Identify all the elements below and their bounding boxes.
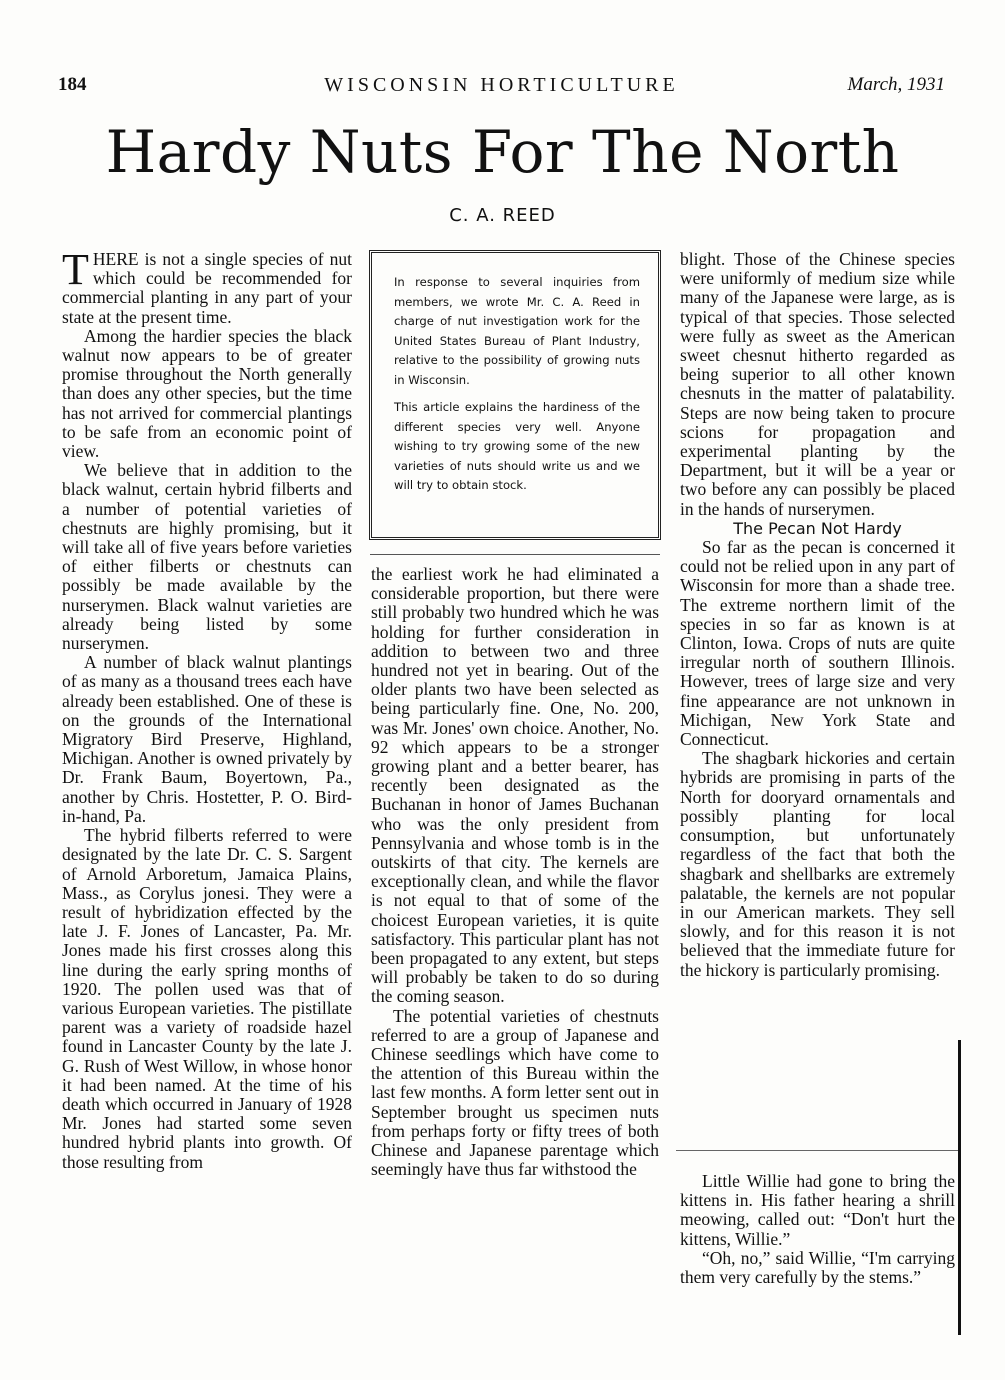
paragraph-4: A number of black walnut plantings of as many as a thousand trees each have already been established. One of these is on the grounds of the International Migratory Bird Preserve, Highland, Michigan. Another is owned privately by Dr. Frank Baum, Boyertown, Pa., another by Chris. Hostetter, P. O. Bird-in-hand, Pa. bbox=[62, 652, 352, 826]
paragraph-2: Among the hardier species the black walnut now appears to be of greater promise throughout the North generally than does any other species, but the time has not arrived for commercial plantings to be safe from an economic point of view. bbox=[62, 325, 352, 462]
anecdote-paragraph-1: Little Willie had gone to bring the kittens in. His father hearing a shrill meowing, called out: “Don't hurt the kittens, Willie.” bbox=[680, 1171, 955, 1249]
column-2 bbox=[371, 565, 659, 1180]
editor-note-paragraph-2: This article explains the hardiness of the different species very well. Anyone wishing to try growing some of the new varieties of nuts should write us and we will try to obtain stock. bbox=[394, 400, 640, 492]
anecdote-paragraph-2: “Oh, no,” said Willie, “I'm carrying them very carefully by the stems.” bbox=[680, 1247, 955, 1288]
paragraph-6: the earliest work he had eliminated a considerable proportion, but there were still probably two hundred which he was holding for further consideration in addition to between two and three hundred not yet in bearing. Out of the older plants two have been selected as being particularly fine. One, No. 200, was Mr. Jones' own choice. Another, No. 92 which appears to be a stronger growing plant and a better bearer, has recently been designated as the Buchanan in honor of James Buchanan who was the only president from Pennsylvania and whose tomb is in the outskirts of that city. The kernels are exceptionally clean, and while the flavor is not equal to that of some of the choicest European varieties, it is quite satisfactory. This particular plant has not been propagated to any extent, but steps will probably be taken to do so during the coming season. bbox=[371, 564, 659, 1007]
running-header bbox=[58, 74, 945, 104]
drop-cap: T bbox=[62, 245, 89, 294]
paragraph-7: The potential varieties of chestnuts referred to are a group of Japanese and Chinese seedlings which have come to the attention of this Bureau within the last few months. A form letter sent out in September brought us specimen nuts from perhaps forty or fifty trees of both Chinese and Japanese parentage which seemingly have thus far withstood the bbox=[371, 1005, 659, 1180]
paragraph-1 bbox=[62, 245, 352, 327]
paragraph-10: The shagbark hickories and certain hybrids are promising in parts of the North for dooryard ornamentals and possibly planting for local consumption, but unfortunately regardless of the fact that both the shagbark and shellbarks are extremely palatable, the kernels are not popular in our American markets. They sell slowly, and for this reason it is not believed that the immediate future for the hickory is particularly promising. bbox=[680, 748, 955, 980]
section-heading-pecan: The Pecan Not Hardy bbox=[733, 518, 902, 538]
paragraph-9: So far as the pecan is concerned it could not be relied upon in any part of Wisconsin for more than a shade tree. The extreme northern limit of the species in so far as known is at Clinton, Iowa. Crops of nuts are quite irregular north of southern Illinois. However, trees of large size and very fine appearance are not unknown in Michigan, New York State and Connecticut. bbox=[680, 537, 955, 750]
paragraph-1-text: HERE is not a single species of nut which could be recommended for commercial planting in any part of your state at the present time. bbox=[62, 249, 352, 327]
issue-date: March, 1931 bbox=[847, 74, 945, 95]
paragraph-8: blight. Those of the Chinese species were uniformly of medium size while many of the Japanese were large, as is typical of that species. Those selected were fully as sweet as the American sweet chesnut hitherto regarded as being superior to all other known chesnuts in the matter of palatability. Steps are now being taken to procure scions for propagation and experimental planting by the Department, but it will be a year or two before any can possibly be placed in the hands of nurserymen. bbox=[680, 249, 955, 519]
column-3 bbox=[680, 250, 955, 980]
paragraph-3: We believe that in addition to the black walnut, certain hybrid filberts and a number of potential varieties of chestnuts are highly promising, but it will take all of five years before varieties of either filberts or chestnuts can possibly be made available by the nurserymen. Black walnut varieties are already being listed by some nurserymen. bbox=[62, 460, 352, 654]
margin-mark bbox=[958, 1040, 961, 1335]
page-number: 184 bbox=[58, 74, 87, 95]
paragraph-5: The hybrid filberts referred to were designated by the late Dr. C. S. Sargent of Arnold Arboretum, Jamaica Plains, Mass., as Corylus jonesi. They were a result of hybridization effected by the late J. F. Jones of Lancaster, Pa. Mr. Jones made his first crosses along this line during the early spring months of 1920. The pollen used was that of various European varieties. The pistillate parent was a variety of roadside hazel found in Lancaster County by the late J. G. Rush of West Willow, in whose honor it had been named. At the time of his death which occurred in January of 1928 Mr. Jones had started some seven hundred hybrid plants into growth. Of those resulting from bbox=[62, 825, 352, 1172]
filler-divider bbox=[676, 1150, 958, 1151]
filler-anecdote bbox=[680, 1172, 955, 1287]
column-2-divider bbox=[370, 554, 660, 555]
editor-note-box bbox=[369, 250, 661, 540]
editor-note-paragraph-1: In response to several inquiries from members, we wrote Mr. C. A. Reed in charge of nut investigation work for the United States Bureau of Plant Industry, relative to the possibility of growing nuts in Wisconsin. bbox=[394, 275, 640, 387]
publication-title: WISCONSIN HORTICULTURE bbox=[324, 74, 679, 96]
article-byline: C. A. REED bbox=[449, 205, 556, 226]
column-1 bbox=[62, 245, 352, 1172]
article-title: Hardy Nuts For The North bbox=[105, 118, 900, 186]
